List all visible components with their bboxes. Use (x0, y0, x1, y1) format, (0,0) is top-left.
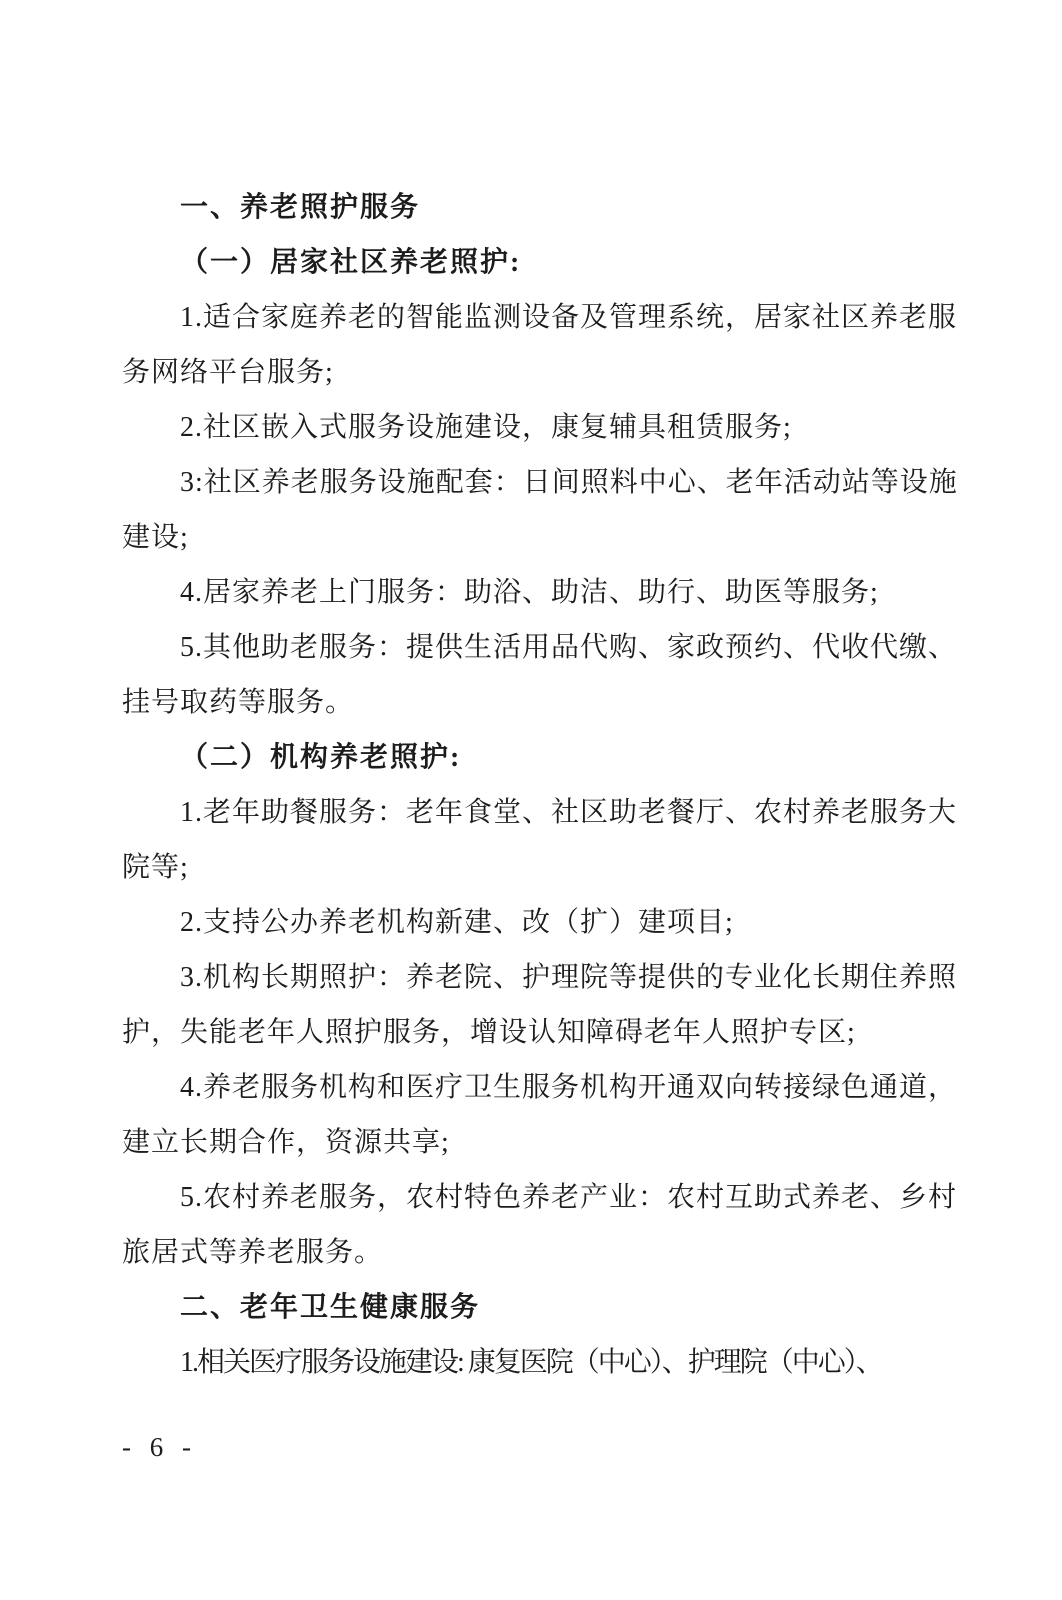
line-longterm-care-1: 3.机构长期照护：养老院、护理院等提供的专业化长期住养照 (180, 962, 958, 993)
line-longterm-care-2: 护，失能老年人照护服务，增设认知障碍老年人照护专区; (122, 1017, 856, 1048)
line-community-embedded: 2.社区嵌入式服务设施建设，康复辅具租赁服务; (180, 412, 792, 443)
line-rural-care-1: 5.农村养老服务，农村特色养老产业：农村互助式养老、乡村 (180, 1182, 958, 1213)
heading-institutional-care: （二）机构养老照护: (180, 742, 462, 773)
line-other-assist-1: 5.其他助老服务：提供生活用品代购、家政预约、代收代缴、 (180, 632, 958, 663)
line-public-institutions: 2.支持公办养老机构新建、改（扩）建项目; (180, 907, 734, 938)
heading-section-one: 一、养老照护服务 (180, 192, 421, 223)
page-number: - 6 - (122, 1432, 197, 1462)
line-other-assist-2: 挂号取药等服务。 (122, 687, 355, 718)
heading-section-two: 二、老年卫生健康服务 (180, 1292, 481, 1323)
line-rural-care-2: 旅居式等养老服务。 (122, 1237, 384, 1268)
line-facility-support-1: 3:社区养老服务设施配套：日间照料中心、老年活动站等设施 (180, 467, 958, 498)
line-meal-services-1: 1.老年助餐服务：老年食堂、社区助老餐厅、农村养老服务大 (180, 797, 958, 828)
line-medical-link-1: 4.养老服务机构和医疗卫生服务机构开通双向转接绿色通道， (180, 1072, 958, 1103)
heading-home-community-care: （一）居家社区养老照护: (180, 247, 522, 278)
line-medical-facilities: 1.相关医疗服务设施建设: 康复医院（中心）、护理院（中心）、 (180, 1347, 882, 1378)
line-meal-services-2: 院等; (122, 852, 189, 883)
line-smart-monitoring-2: 务网络平台服务; (122, 357, 334, 388)
line-smart-monitoring-1: 1.适合家庭养老的智能监测设备及管理系统，居家社区养老服 (180, 302, 958, 333)
document-body (122, 180, 958, 1390)
line-facility-support-2: 建设; (122, 522, 189, 553)
line-medical-link-2: 建立长期合作，资源共享; (122, 1127, 450, 1158)
line-home-visit-services: 4.居家养老上门服务：助浴、助洁、助行、助医等服务; (180, 577, 879, 608)
